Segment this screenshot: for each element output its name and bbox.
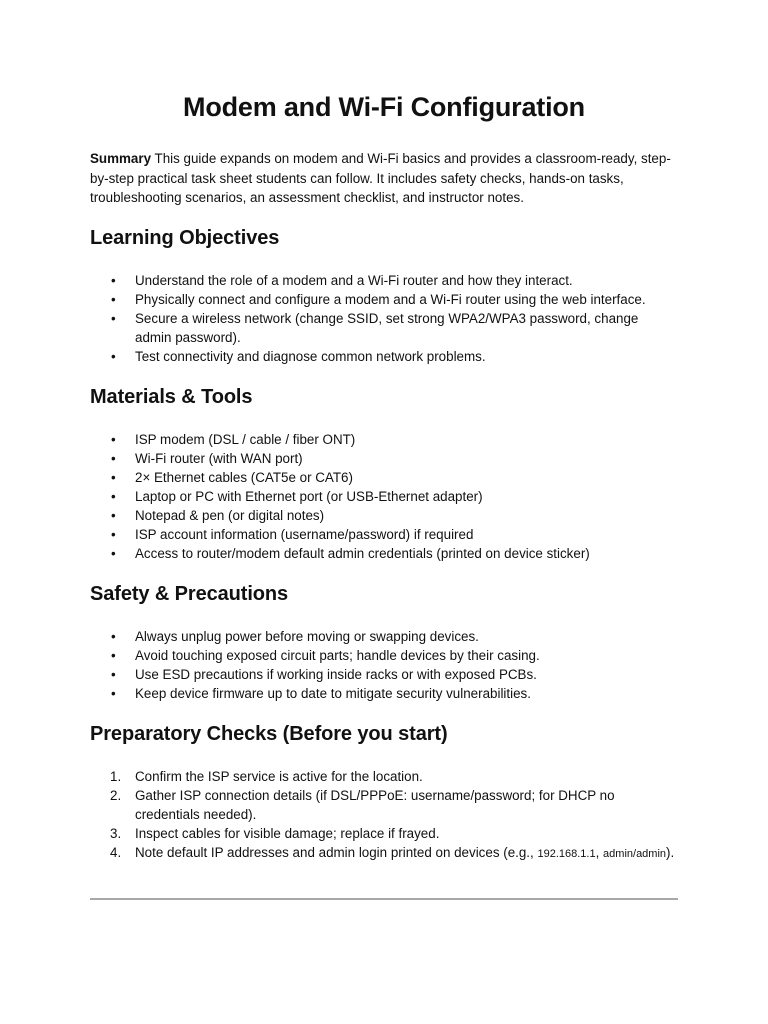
list-item-text: Inspect cables for visible damage; replace if frayed. bbox=[135, 826, 440, 841]
list-item: • Test connectivity and diagnose common network problems. bbox=[90, 347, 678, 366]
list-item bbox=[90, 843, 678, 864]
preparatory-heading: Preparatory Checks (Before you start) bbox=[90, 723, 448, 745]
default-ip-code: 192.168.1.1 bbox=[537, 848, 596, 860]
list-item: • Use ESD precautions if working inside racks or with exposed PCBs. bbox=[90, 665, 678, 684]
list-item: • Avoid touching exposed circuit parts; handle devices by their casing. bbox=[90, 646, 678, 665]
list-item: • ISP account information (username/password) if required bbox=[90, 525, 678, 544]
default-login-code: admin/admin bbox=[603, 848, 667, 860]
page-title: Modem and Wi-Fi Configuration bbox=[183, 92, 585, 122]
list-item-text: Confirm the ISP service is active for the location. bbox=[135, 769, 423, 784]
learning-objectives-list bbox=[90, 271, 678, 366]
list-item-text: Note default IP addresses and admin login printed on devices (e.g., bbox=[135, 845, 538, 860]
list-item bbox=[90, 824, 678, 843]
list-item: • Access to router/modem default admin credentials (printed on device sticker) bbox=[90, 544, 678, 563]
list-item: • Notepad & pen (or digital notes) bbox=[90, 506, 678, 525]
list-item: • Keep device firmware up to date to mitigate security vulnerabilities. bbox=[90, 684, 678, 703]
list-item: • ISP modem (DSL / cable / fiber ONT) bbox=[90, 430, 678, 449]
list-item: • Laptop or PC with Ethernet port (or USB-Ethernet adapter) bbox=[90, 487, 678, 506]
summary-paragraph bbox=[90, 149, 676, 208]
list-item bbox=[90, 786, 678, 824]
safety-list bbox=[90, 627, 678, 703]
list-number: 1. bbox=[110, 769, 122, 784]
list-item: • Understand the role of a modem and a Wi-Fi router and how they interact. bbox=[90, 271, 678, 290]
list-item-text-end: ). bbox=[666, 845, 675, 860]
summary-label: Summary bbox=[90, 151, 152, 166]
materials-list bbox=[90, 430, 678, 563]
safety-heading: Safety & Precautions bbox=[90, 583, 289, 605]
list-item: • Secure a wireless network (change SSID, set strong WPA2/WPA3 password, change admin password). bbox=[90, 309, 678, 347]
list-item: • Wi-Fi router (with WAN port) bbox=[90, 449, 678, 468]
list-item bbox=[90, 767, 678, 786]
list-item-text: Gather ISP connection details (if DSL/PPPoE: username/password; for DHCP no credentials needed). bbox=[135, 788, 615, 822]
list-item: • Always unplug power before moving or swapping devices. bbox=[90, 627, 678, 646]
learning-objectives-heading: Learning Objectives bbox=[90, 227, 280, 249]
materials-heading: Materials & Tools bbox=[90, 386, 253, 408]
list-item: • Physically connect and configure a modem and a Wi-Fi router using the web interface. bbox=[90, 290, 678, 309]
preparatory-list bbox=[90, 767, 678, 864]
list-number: 4. bbox=[110, 845, 122, 860]
list-number: 2. bbox=[110, 788, 122, 803]
summary-text: This guide expands on modem and Wi-Fi basics and provides a classroom-ready, step-by-step practical task sheet students can follow. It includes safety checks, hands-on tasks, troubleshooting scenarios, an assessment checklist, and instructor notes. bbox=[90, 151, 671, 205]
horizontal-divider bbox=[90, 898, 678, 900]
list-number: 3. bbox=[110, 826, 122, 841]
list-item: • 2× Ethernet cables (CAT5e or CAT6) bbox=[90, 468, 678, 487]
list-item-separator: , bbox=[595, 845, 604, 860]
